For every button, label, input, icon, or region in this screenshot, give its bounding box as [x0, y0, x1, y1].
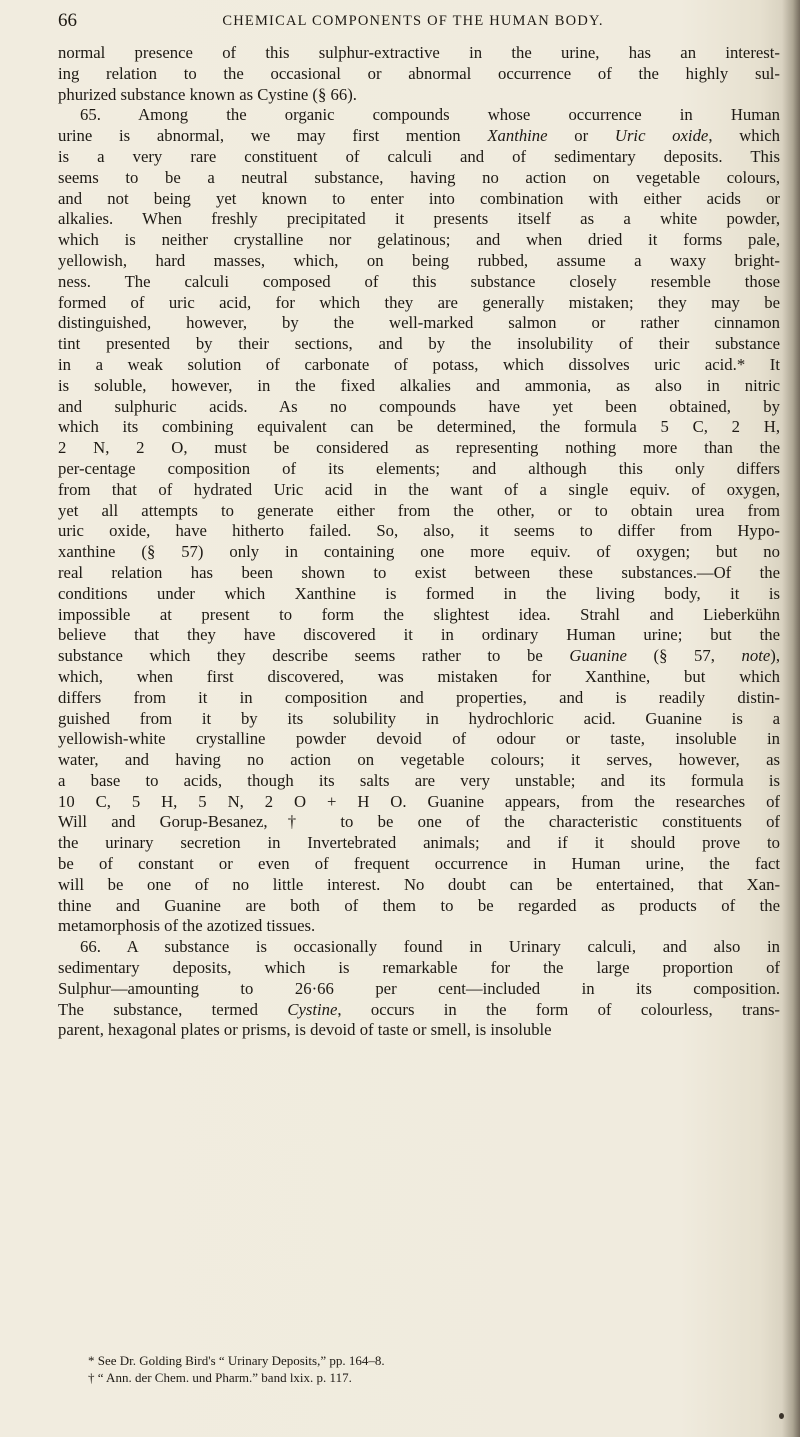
text-line: ing relation to the occasional or abnormal occurrence of the highly sul-: [58, 63, 780, 83]
text-line: the urinary secretion in Invertebrated animals; and if it should prove to: [58, 833, 780, 853]
text-line: believe that they have discovered it in ordinary Human urine; but the: [58, 625, 780, 645]
text-line: The substance, termed Cystine, occurs in the form of colourless, trans-: [58, 999, 780, 1019]
body-text: [58, 43, 780, 1041]
text-line: tint presented by their sections, and by the insolubility of their substance: [58, 334, 780, 354]
footnote: * See Dr. Golding Bird's “ Urinary Deposits,” pp. 164–8.: [88, 1353, 385, 1368]
running-head: CHEMICAL COMPONENTS OF THE HUMAN BODY.: [222, 13, 604, 29]
text-line: 2 N, 2 O, must be considered as representing nothing more than the: [58, 438, 780, 458]
page-number: 66: [58, 10, 77, 31]
text-line: which, when first discovered, was mistaken for Xanthine, but which: [58, 666, 780, 686]
text-line: 65. Among the organic compounds whose occurrence in Human: [80, 105, 780, 125]
text-line: yellowish, hard masses, which, on being rubbed, assume a waxy bright-: [58, 250, 780, 270]
text-line: thine and Guanine are both of them to be regarded as products of the: [58, 895, 780, 915]
footnote: † “ Ann. der Chem. und Pharm.” band lxix. p. 117.: [88, 1370, 352, 1385]
page-edge-shadow: [782, 0, 800, 1437]
text-line: conditions under which Xanthine is formed in the living body, it is: [58, 583, 780, 603]
text-line: metamorphosis of the azotized tissues.: [58, 916, 316, 936]
text-line: Will and Gorup-Besanez,† to be one of the characteristic constituents of: [58, 812, 780, 832]
text-line: guished from it by its solubility in hydrochloric acid. Guanine is a: [58, 708, 780, 728]
text-line: substance which they describe seems rather to be Guanine (§ 57, note),: [58, 646, 780, 666]
text-line: from that of hydrated Uric acid in the want of a single equiv. of oxygen,: [58, 479, 780, 499]
text-line: sedimentary deposits, which is remarkable for the large proportion of: [58, 958, 780, 978]
text-line: parent, hexagonal plates or prisms, is devoid of taste or smell, is insoluble: [58, 1020, 552, 1040]
text-line: yellowish-white crystalline powder devoid of odour or taste, insoluble in: [58, 729, 780, 749]
text-line: which its combining equivalent can be determined, the formula 5 C, 2 H,: [58, 417, 780, 437]
text-line: a base to acids, though its salts are very unstable; and its formula is: [58, 770, 780, 790]
text-line: and not being yet known to enter into combination with either acids or: [58, 188, 780, 208]
text-line: formed of uric acid, for which they are generally mistaken; they may be: [58, 292, 780, 312]
text-line: seems to be a neutral substance, having no action on vegetable colours,: [58, 167, 780, 187]
text-line: normal presence of this sulphur-extractive in the urine, has an interest-: [58, 43, 780, 62]
text-line: which is neither crystalline nor gelatinous; and when dried it forms pale,: [58, 230, 780, 250]
text-line: 66. A substance is occasionally found in Urinary calculi, and also in: [80, 937, 780, 957]
text-line: will be one of no little interest. No doubt can be entertained, that Xan-: [58, 874, 780, 894]
text-line: water, and having no action on vegetable colours; it serves, however, as: [58, 750, 780, 770]
text-line: be of constant or even of frequent occurrence in Human urine, the fact: [58, 854, 780, 874]
text-line: phurized substance known as Cystine (§ 66).: [58, 84, 357, 104]
text-line: xanthine (§ 57) only in containing one more equiv. of oxygen; but no: [58, 542, 780, 562]
text-line: 10 C, 5 H, 5 N, 2 O + H O. Guanine appears, from the researches of: [58, 791, 780, 811]
text-line: in a weak solution of carbonate of potass, which dissolves uric acid.* It: [58, 354, 780, 374]
page-header: [58, 10, 768, 36]
text-line: Sulphur—amounting to 26·66 per cent—included in its composition.: [58, 978, 780, 998]
text-line: real relation has been shown to exist between these substances.—Of the: [58, 562, 780, 582]
text-line: urine is abnormal, we may first mention Xanthine or Uric oxide, which: [58, 126, 780, 146]
text-line: impossible at present to form the slightest idea. Strahl and Lieberkühn: [58, 604, 780, 624]
text-line: ness. The calculi composed of this substance closely resemble those: [58, 271, 780, 291]
text-line: distinguished, however, by the well-marked salmon or rather cinnamon: [58, 313, 780, 333]
text-line: and sulphuric acids. As no compounds have yet been obtained, by: [58, 396, 780, 416]
footnotes: [58, 1352, 758, 1386]
text-line: yet all attempts to generate either from the other, or to obtain urea from: [58, 500, 780, 520]
text-line: uric oxide, have hitherto failed. So, also, it seems to differ from Hypo-: [58, 521, 780, 541]
text-line: alkalies. When freshly precipitated it presents itself as a white powder,: [58, 209, 780, 229]
text-line: is a very rare constituent of calculi and of sedimentary deposits. This: [58, 146, 780, 166]
text-line: differs from it in composition and properties, and is readily distin-: [58, 687, 780, 707]
text-line: is soluble, however, in the fixed alkalies and ammonia, as also in nitric: [58, 375, 780, 395]
text-line: per-centage composition of its elements; and although this only differs: [58, 458, 780, 478]
